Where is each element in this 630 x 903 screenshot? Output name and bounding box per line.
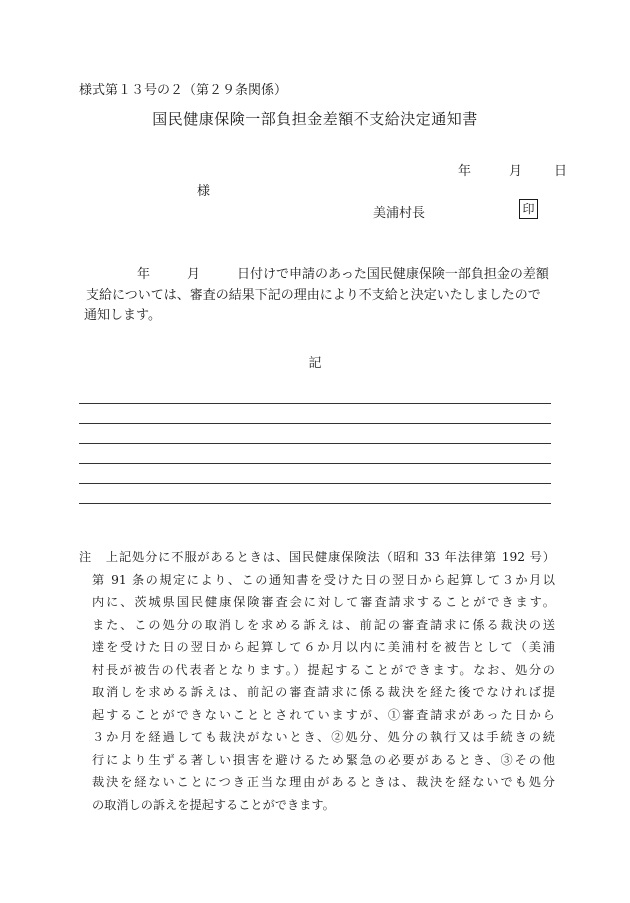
reason-line [79, 423, 551, 424]
note-label: 注 [79, 550, 92, 564]
date-month-label: 月 [509, 164, 523, 179]
body-line-1 [137, 263, 549, 282]
reason-line [79, 463, 551, 464]
document-title: 国民健康保険一部負担金差額不支給決定通知書 [152, 110, 478, 128]
reason-line [79, 483, 551, 484]
note-line: 行により生ずる著しい損害を避けるため緊急の必要があるとき、③その他 [92, 752, 555, 767]
note-line: 取消しを求める訴えは、前記の審査請求に係る裁決を経た後でなければ提 [92, 685, 555, 699]
ki-heading: 記 [308, 356, 322, 371]
date-year-label: 年 [458, 164, 472, 179]
note-line: また、この処分の取消しを求める訴えは、前記の審査請求に係る裁決の送 [92, 617, 555, 632]
note-line: 裁決を経ないことにつき正当な理由があるときは、裁決を経ないでも処分 [92, 775, 555, 789]
body-line-2: 支給については、審査の結果下記の理由により不支給と決定いたしましたので [86, 288, 541, 303]
note-line: の取消しの訴えを提起することができます。 [92, 797, 335, 812]
note-line [79, 546, 555, 569]
note-line: 達を受けた日の翌日から起算して６か月以内に美浦村を被告として（美浦 [92, 640, 555, 654]
note-line: 内に、茨城県国民健康保険審査会に対して審査請求することができます。 [92, 595, 555, 609]
reason-line [79, 403, 551, 404]
issuer-name: 美浦村長 [373, 206, 426, 221]
addressee-suffix: 様 [197, 184, 211, 199]
reason-line [79, 443, 551, 444]
body-year-label: 年 [137, 267, 151, 282]
seal-mark: 印 [519, 199, 538, 219]
note-line: 村長が被告の代表者となります。）提起することができます。なお、処分の [92, 662, 555, 677]
body-month-label: 月 [187, 267, 201, 282]
appeal-note [79, 546, 555, 816]
note-line: ３か月を経過しても裁決がないとき、②処分、処分の執行又は手続きの続 [92, 730, 555, 744]
issue-date [458, 160, 567, 179]
note-line: 第 91 条の規定により、この通知書を受けた日の翌日から起算して３か月以 [92, 572, 555, 587]
note-line-text: 上記処分に不服があるときは、国民健康保険法（昭和 33 年法律第 192 号） [105, 550, 555, 564]
date-day-label: 日 [554, 164, 568, 179]
body-line-3: 通知します。 [84, 308, 161, 323]
form-number: 様式第１３号の２（第２９条関係） [79, 83, 288, 98]
reason-line [79, 503, 551, 504]
body-line-1-text: 日付けで申請のあった国民健康保険一部負担金の差額 [237, 267, 549, 282]
note-line: 起することができないこととされていますが、①審査請求があった日から [92, 707, 555, 722]
